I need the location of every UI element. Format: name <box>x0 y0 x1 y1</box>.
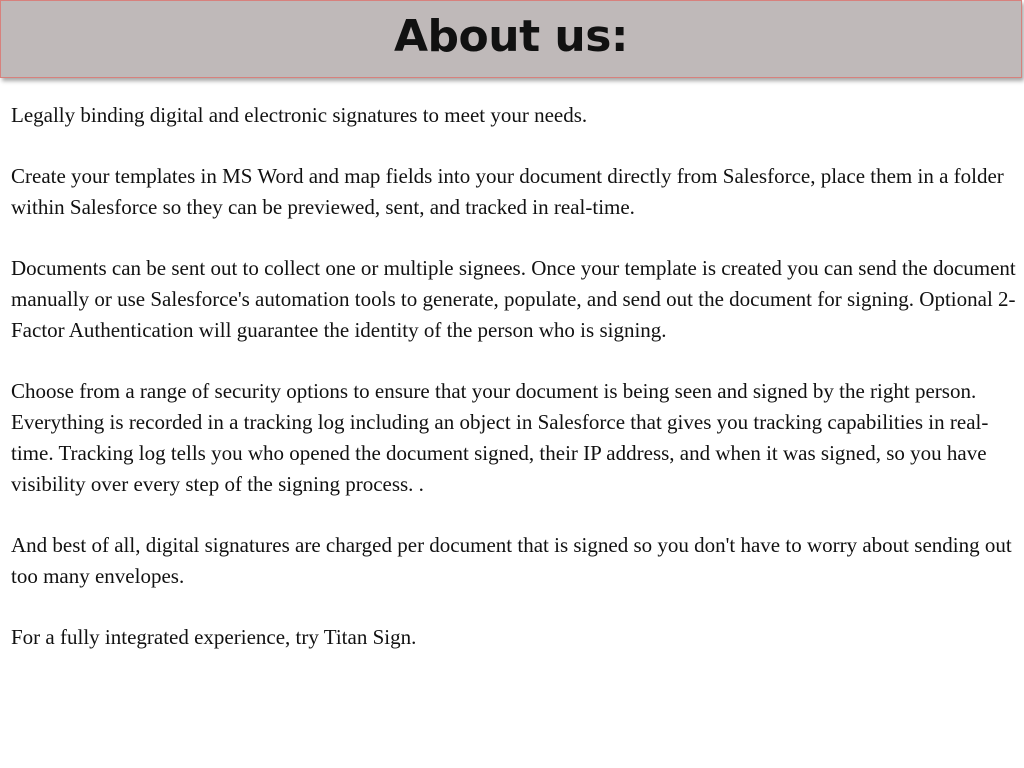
paragraph-templates: Create your templates in MS Word and map fields into your document directly from Salesforce, place them in a folder within Salesforce so they can be previewed, sent, and tracked in real-time. <box>11 164 1004 219</box>
paragraph-pricing: And best of all, digital signatures are charged per document that is signed so you don't have to worry about sending out too many envelopes. <box>11 533 1012 588</box>
slide-title: About us: <box>393 10 629 62</box>
paragraph-signees: Documents can be sent out to collect one or multiple signees. Once your template is created you can send the document manually or use Salesforce's automation tools to generate, populate, and send out the document for signing. Optional 2-Factor Authentication will guarantee the identity of the person who is signing. <box>11 256 1016 342</box>
paragraph-security: Choose from a range of security options to ensure that your document is being seen and signed by the right person. Everything is recorded in a tracking log including an object in Salesforce that gives you tracking capabilities in real-time. Tracking log tells you who opened the document signed, their IP address, and when it was signed, so you have visibility over every step of the signing process. . <box>11 379 989 496</box>
slide-body <box>11 100 1017 683</box>
paragraph-intro: Legally binding digital and electronic signatures to meet your needs. <box>11 103 588 127</box>
title-bar <box>0 0 1022 78</box>
paragraph-closing: For a fully integrated experience, try Titan Sign. <box>11 625 417 649</box>
